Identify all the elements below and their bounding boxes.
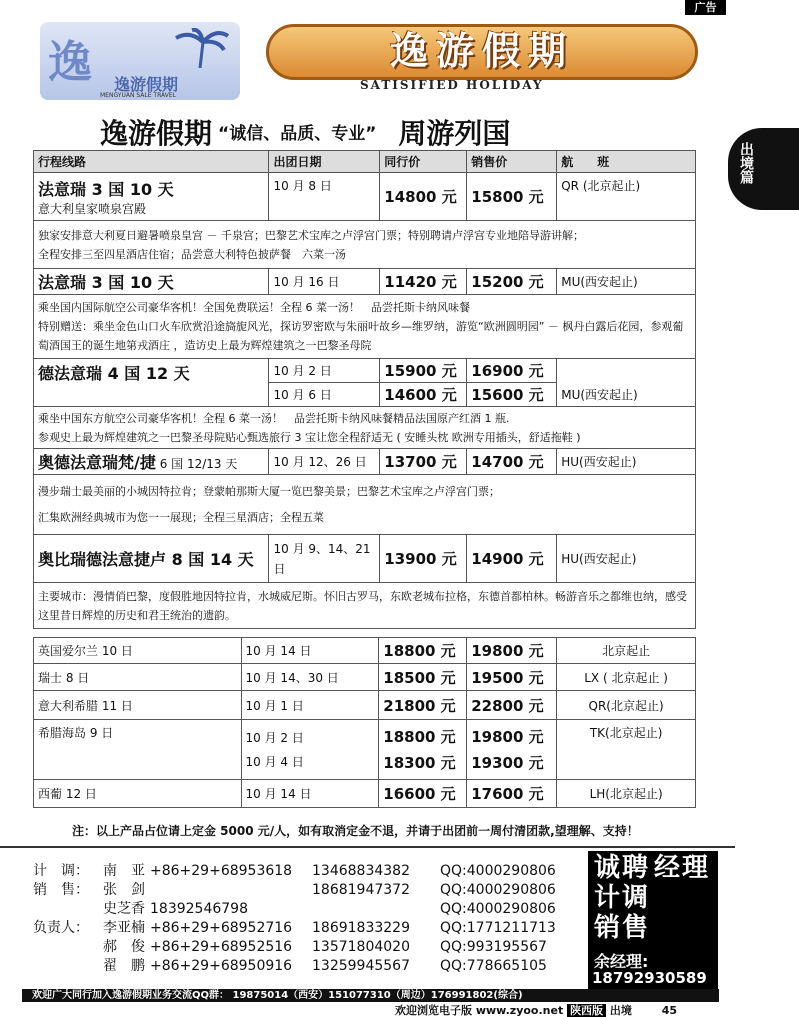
brand-logo — [40, 22, 240, 100]
recruit-line: 销售 — [594, 913, 651, 943]
contact-phone: +86+29+68952716 — [150, 920, 293, 936]
contact-mobile: 13259945567 — [312, 958, 410, 974]
tour-date: 10 月 12、26 日 — [269, 449, 380, 475]
simple-tour-name: 瑞士 8 日 — [34, 664, 242, 691]
simple-tour-peer: 21800 元 — [379, 691, 467, 720]
tour-sale-price: 15800 元 — [467, 173, 557, 221]
recruit-box — [588, 851, 718, 994]
contact-role: 计 调： — [33, 863, 89, 879]
side-tab-label: 出境篇 — [738, 142, 754, 184]
simple-tour-sale: 19300 元 — [471, 753, 544, 772]
table-row — [34, 449, 696, 475]
simple-tour-flight: 北京起止 — [557, 638, 696, 664]
header-flight: 航 班 — [557, 151, 696, 173]
header-route: 行程线路 — [34, 151, 269, 173]
tour-flight: MU(西安起止) — [557, 269, 696, 295]
brand-subtitle: SATISIFIED HOLIDAY — [360, 78, 544, 92]
simple-tour-flight: LH(北京起止) — [557, 780, 696, 808]
table-row-notes — [34, 475, 696, 535]
simple-tour-peer: 18300 元 — [383, 753, 456, 772]
table-row — [34, 691, 696, 720]
contact-qq: QQ:993195567 — [440, 939, 547, 955]
tour-name: 德法意瑞 4 国 12 天 — [34, 359, 269, 407]
table-header — [34, 151, 696, 173]
simple-tour-peer: 18800 元 — [383, 727, 456, 746]
simple-tour-name: 意大利希腊 11 日 — [34, 691, 242, 720]
contact-mobile: 18691833229 — [312, 920, 410, 936]
tour-sale-price: 14900 元 — [467, 535, 557, 583]
simple-tour-date: 10 月 14、30 日 — [241, 664, 379, 691]
tour-sale-price: 15600 元 — [467, 383, 557, 407]
tour-note: 汇集欧洲经典城市为您一一展现；全程三星酒店；全程五菜 — [38, 510, 324, 524]
contact-qq: QQ:4000290806 — [440, 901, 556, 917]
deposit-note: 注：以上产品占位请上定金 5000 元/人，如有取消定金不退，并请于出团前一周付清团款,望理解、支持！ — [72, 824, 639, 838]
contact-phone: +86+29+68953618 — [150, 863, 293, 879]
recruit-line: 诚聘 — [594, 853, 651, 883]
logo-text: 逸游假期 — [114, 75, 179, 94]
tour-note: 漫步瑞士最美丽的小城因特拉肯；登蒙帕那斯大厦一览巴黎美景；巴黎艺术宝库之卢浮宫门票； — [38, 484, 500, 498]
simple-tour-peers — [379, 720, 467, 780]
simple-tour-sale: 19800 元 — [471, 727, 544, 746]
simple-tour-table — [33, 637, 696, 808]
simple-tour-date: 10 月 1 日 — [241, 691, 379, 720]
recruit-heading — [594, 853, 650, 943]
headline-theme: 周游列国 — [398, 117, 511, 150]
logo-glyph: 逸 — [48, 37, 92, 88]
logo-small-text: MENGYUAN SALE TRAVEL — [100, 92, 176, 99]
tour-date: 10 月 2 日 — [269, 359, 380, 383]
table-row-notes — [34, 583, 696, 629]
tour-peer-price: 13700 元 — [380, 449, 467, 475]
tour-date: 10 月 16 日 — [269, 269, 380, 295]
simple-tour-name: 西葡 12 日 — [34, 780, 242, 808]
recruit-manager: 余经理: — [594, 952, 649, 971]
tour-name-suffix: 6 国 12/13 天 — [159, 457, 238, 471]
tour-name: 法意瑞 3 国 10 天 — [34, 269, 269, 295]
footer-edition: 陕西版 — [567, 1004, 606, 1017]
simple-tour-date: 10 月 2 日 — [245, 730, 304, 745]
tour-flight: MU(西安起止) — [557, 359, 696, 407]
table-row — [34, 664, 696, 691]
tour-sale-price: 15200 元 — [467, 269, 557, 295]
table-row — [34, 269, 696, 295]
tour-note: 乘坐国内国际航空公司豪华客机！全国免费联运！全程 6 菜一汤！ 品尝托斯卡纳风味餐 — [38, 301, 470, 314]
table-row-notes — [34, 295, 696, 359]
section-side-tab — [728, 128, 799, 210]
table-row — [34, 535, 696, 583]
tour-flight: HU(西安起止) — [557, 449, 696, 475]
table-row — [34, 638, 696, 664]
simple-tour-date: 10 月 14 日 — [241, 780, 379, 808]
recruit-line: 经理 — [654, 853, 711, 883]
table-row — [34, 720, 696, 780]
contact-qq: QQ:1771211713 — [440, 920, 556, 936]
contact-role: 销 售： — [33, 882, 89, 898]
qq-group-bar: 欢迎广大同行加入逸游假期业务交流QQ群： 19875014（西安）151077310（周边）176991802(综合) — [22, 989, 719, 1002]
tour-date: 10 月 8 日 — [269, 173, 380, 221]
contact-qq: QQ:4000290806 — [440, 882, 556, 898]
tour-note: 全程安排三至四星酒店住宿；品尝意大利特色披萨餐 六菜一汤 — [38, 247, 346, 261]
simple-tour-name: 希腊海岛 9 日 — [34, 720, 242, 780]
headline-slogan: “诚信、品质、专业” — [218, 124, 377, 144]
tour-peer-price: 14800 元 — [380, 173, 467, 221]
contact-phone: 18392546798 — [150, 901, 248, 917]
contact-role: 负责人： — [33, 920, 89, 936]
simple-tour-sales — [467, 720, 557, 780]
simple-tour-peer: 18800 元 — [379, 638, 467, 664]
tour-note: 主要城市：漫情俏巴黎，度假胜地因特拉肯，水城威尼斯。怀旧古罗马，东欧老城布拉格，东德首都柏林。畅游音乐之都维也纳，感受这里昔日辉煌的历史和君王统治的遗韵。 — [38, 589, 687, 622]
contact-mobile: 13468834382 — [312, 863, 410, 879]
tour-name: 奥德法意瑞梵/捷 — [38, 453, 156, 472]
header-date: 出团日期 — [269, 151, 380, 173]
contact-qq: QQ:4000290806 — [440, 863, 556, 879]
tour-flight: QR (北京起止) — [557, 173, 696, 221]
contact-mobile: 13571804020 — [312, 939, 410, 955]
tour-date: 10 月 6 日 — [269, 383, 380, 407]
table-row-notes — [34, 221, 696, 269]
tour-peer-price: 15900 元 — [380, 359, 467, 383]
simple-tour-sale: 19500 元 — [467, 664, 557, 691]
footer-site: 欢迎浏览电子版 www.zyoo.net — [395, 1004, 564, 1017]
contact-name: 南 亚 — [103, 863, 145, 879]
headline — [100, 112, 510, 152]
simple-tour-name: 英国爱尔兰 10 日 — [34, 638, 242, 664]
contact-name: 史芝香 — [103, 901, 145, 917]
contact-name: 郝 俊 — [103, 939, 145, 955]
tour-sale-price: 16900 元 — [467, 359, 557, 383]
table-row — [34, 780, 696, 808]
recruit-heading-2 — [654, 853, 710, 883]
simple-tour-peer: 16600 元 — [379, 780, 467, 808]
headline-name: 逸游假期 — [100, 117, 213, 150]
divider — [0, 846, 735, 848]
ad-tag: 广告 — [685, 0, 726, 15]
tour-peer-price: 13900 元 — [380, 535, 467, 583]
tour-note: 参观史上最为辉煌建筑之一巴黎圣母院贴心甄选旅行 3 宝让您全程舒适无 ( 安睡头枕 欧洲专用插头，舒适拖鞋 ) — [38, 430, 581, 444]
page-number: 45 — [661, 1004, 678, 1017]
header-peer: 同行价 — [380, 151, 467, 173]
contact-phone: +86+29+68952516 — [150, 939, 293, 955]
simple-tour-date: 10 月 14 日 — [241, 638, 379, 664]
tour-date: 10 月 9、14、21 日 — [269, 535, 380, 583]
tour-table — [33, 150, 696, 629]
simple-tour-dates — [241, 720, 379, 780]
table-row — [34, 173, 696, 221]
recruit-phone: 18792930589 — [592, 969, 707, 987]
simple-tour-peer: 18500 元 — [379, 664, 467, 691]
tour-note: 独家安排意大利夏日避暑喷泉皇宫 － 千泉宫；巴黎艺术宝库之卢浮宫门票；特别聘请卢浮宫专业地陪导游讲解； — [38, 228, 584, 242]
tour-name-cell — [34, 173, 269, 221]
palm-tree-icon — [170, 28, 230, 68]
contact-name: 张 剑 — [103, 882, 145, 898]
contact-name: 李亚楠 — [103, 920, 145, 936]
simple-tour-date: 10 月 4 日 — [245, 754, 304, 769]
contact-qq: QQ:778665105 — [440, 958, 547, 974]
footer-section: 出境 — [609, 1004, 632, 1017]
simple-tour-flight: LX ( 北京起止 ) — [557, 664, 696, 691]
tour-name: 奥比瑞德法意捷卢 8 国 14 天 — [34, 535, 269, 583]
header-sale: 销售价 — [467, 151, 557, 173]
tour-peer-price: 11420 元 — [380, 269, 467, 295]
contact-phone: +86+29+68950916 — [150, 958, 293, 974]
contact-mobile: 18681947372 — [312, 882, 410, 898]
table-row — [34, 359, 696, 383]
contact-name: 翟 鹏 — [103, 958, 145, 974]
table-row-notes — [34, 407, 696, 449]
tour-note: 特别赠送：乘坐金色山口火车欣赏沿途旖旎风光，探访罗密欧与朱丽叶故乡—维罗纳，游览“欧洲圆明园” － 枫丹白露后花园，参观葡萄酒国王的诞生地第戎酒庄 ，造访史上最为辉煌建筑之一巴黎圣母院 — [38, 320, 684, 352]
recruit-line: 计调 — [594, 883, 651, 913]
simple-tour-sale: 17600 元 — [467, 780, 557, 808]
simple-tour-sale: 19800 元 — [467, 638, 557, 664]
simple-tour-flight: QR(北京起止) — [557, 691, 696, 720]
tour-peer-price: 14600 元 — [380, 383, 467, 407]
tour-flight: HU(西安起止) — [557, 535, 696, 583]
simple-tour-sale: 22800 元 — [467, 691, 557, 720]
brand-title: 逸游假期 — [266, 24, 698, 80]
tour-sale-price: 14700 元 — [467, 449, 557, 475]
tour-note: 乘坐中国东方航空公司豪华客机！全程 6 菜一汤！ 品尝托斯卡纳风味餐精品法国原产红酒 1 瓶. — [38, 411, 510, 425]
tour-name: 法意瑞 3 国 10 天 — [38, 179, 174, 199]
tour-desc: 意大利皇家喷泉宫殿 — [38, 201, 147, 216]
tour-name-cell — [34, 449, 269, 475]
simple-tour-flight: TK(北京起止) — [557, 720, 696, 780]
page-footer — [395, 1002, 677, 1017]
